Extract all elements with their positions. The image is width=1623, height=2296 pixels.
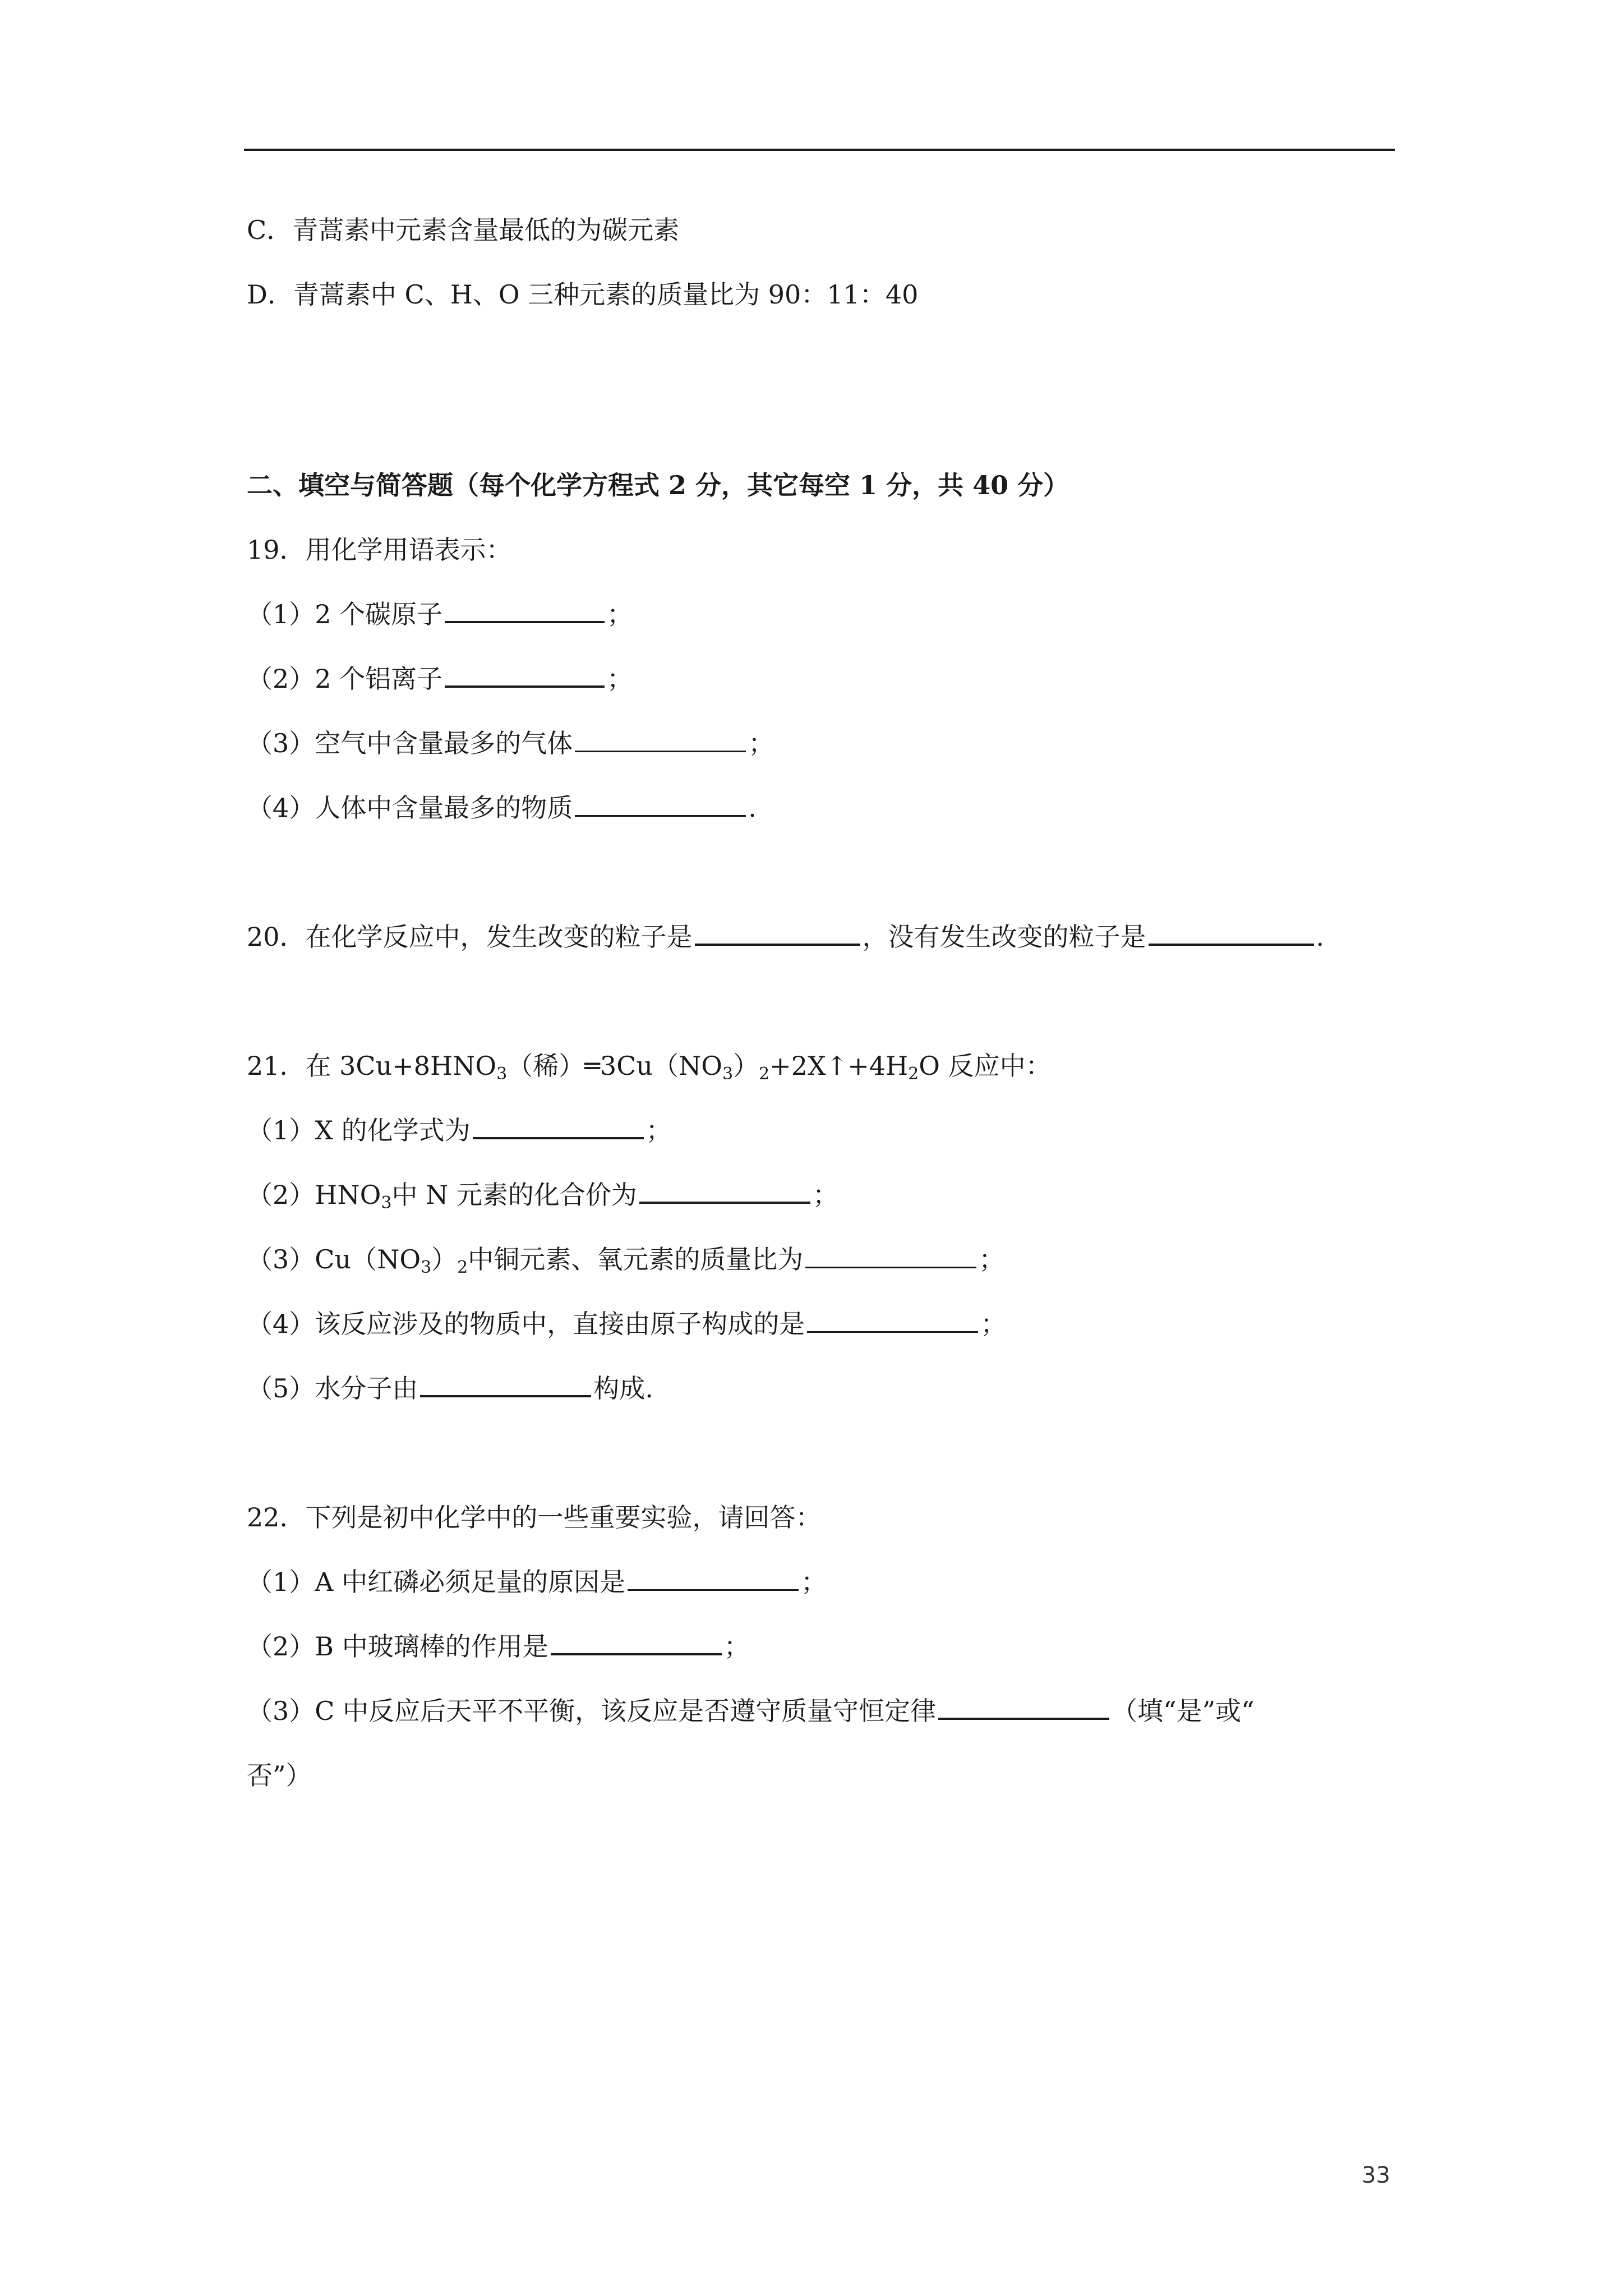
- q20-end: .: [1316, 922, 1325, 952]
- q22-item-1-end: ；: [801, 1567, 827, 1597]
- q21-item-3: [247, 1243, 1004, 1276]
- q22-continuation: 否”）: [247, 1760, 312, 1791]
- q22-item-2-text: （2）B 中玻璃棒的作用是: [247, 1631, 548, 1662]
- answer-blank[interactable]: [445, 663, 605, 688]
- q19-item-4-text: （4）人体中含量最多的物质: [247, 793, 573, 823]
- option-c: C．青蒿素中元素含量最低的为碳元素: [247, 215, 680, 245]
- q22-item-3-end: （填“是”或“: [1112, 1696, 1255, 1726]
- subscript: 3: [722, 1064, 734, 1084]
- answer-blank[interactable]: [575, 793, 746, 817]
- q19-item-3: [247, 726, 774, 760]
- q22-item-1: [247, 1565, 827, 1599]
- q19-item-2-text: （2）2 个铝离子: [247, 664, 443, 694]
- q20-part-2: ，没有发生改变的粒子是: [862, 922, 1146, 952]
- q22-item-2-end: ；: [723, 1631, 750, 1662]
- q19-item-1: [247, 597, 633, 631]
- q20: [247, 920, 1324, 954]
- q21-item-4-end: ；: [980, 1309, 1007, 1339]
- q20-part-1: 20．在化学反应中，发生改变的粒子是: [247, 922, 693, 952]
- q19-item-3-end: ；: [748, 728, 774, 758]
- answer-blank[interactable]: [420, 1373, 591, 1397]
- subscript: 3: [496, 1064, 508, 1084]
- q22-item-1-text: （1）A 中红磷必须足量的原因是: [247, 1567, 626, 1597]
- answer-blank[interactable]: [445, 599, 605, 623]
- answer-blank[interactable]: [938, 1695, 1109, 1720]
- q21-item-5-end: 构成.: [593, 1373, 653, 1404]
- q21-item-2: [247, 1178, 838, 1212]
- q21-item-3-text: （3）Cu（NO: [247, 1244, 421, 1274]
- q22-item-3: [247, 1694, 1255, 1728]
- section-heading: 二、填空与简答题（每个化学方程式 2 分，其它每空 1 分，共 40 分）: [247, 470, 1069, 500]
- answer-blank[interactable]: [551, 1631, 722, 1655]
- q21-item-3-end: ；: [979, 1244, 1005, 1274]
- subscript: 3: [381, 1193, 392, 1213]
- answer-blank[interactable]: [695, 921, 860, 946]
- q22-stem: 22．下列是初中化学中的一些重要实验，请回答：: [247, 1502, 822, 1533]
- q21-stem-text: 21．在 3Cu+8HNO: [247, 1051, 497, 1081]
- q21-item-2-text: （2）HNO: [247, 1180, 381, 1210]
- q19-item-4: [247, 791, 757, 825]
- q22-item-3-text: （3）C 中反应后天平不平衡，该反应是否遵守质量守恒定律: [247, 1696, 937, 1726]
- q21-stem-text: O 反应中：: [919, 1051, 1052, 1081]
- q19-item-3-text: （3）空气中含量最多的气体: [247, 728, 573, 758]
- q21-item-5-text: （5）水分子由: [247, 1373, 418, 1404]
- page-number: 33: [1362, 2162, 1390, 2188]
- q21-item-2-text: 中 N 元素的化合价为: [391, 1180, 637, 1210]
- q21-item-4-text: （4）该反应涉及的物质中，直接由原子构成的是: [247, 1309, 805, 1339]
- q19-item-2: [247, 662, 633, 696]
- q19-stem: 19．用化学用语表示：: [247, 535, 512, 565]
- q21-stem-text: +2X↑+4H: [769, 1051, 909, 1081]
- answer-blank[interactable]: [639, 1179, 810, 1204]
- q21-item-1-end: ；: [645, 1115, 672, 1145]
- subscript: 2: [759, 1064, 770, 1084]
- q22-item-2: [247, 1630, 750, 1663]
- q19-item-4-end: .: [748, 793, 757, 823]
- option-d: D．青蒿素中 C、H、O 三种元素的质量比为 90：11：40: [247, 279, 919, 310]
- q21-item-3-text: ）: [431, 1244, 458, 1274]
- answer-blank[interactable]: [473, 1115, 644, 1139]
- q21-item-2-end: ；: [812, 1180, 838, 1210]
- answer-blank[interactable]: [628, 1567, 799, 1591]
- q21-stem-text: ）: [733, 1051, 759, 1081]
- answer-blank[interactable]: [1149, 921, 1314, 946]
- answer-blank[interactable]: [575, 728, 746, 752]
- subscript: 3: [421, 1258, 432, 1277]
- q21-item-3-text: 中铜元素、氧元素的质量比为: [468, 1244, 804, 1274]
- q19-item-1-text: （1）2 个碳原子: [247, 599, 443, 629]
- q21-stem: [247, 1049, 1052, 1083]
- header-rule: [244, 149, 1395, 151]
- answer-blank[interactable]: [807, 1309, 978, 1333]
- q21-item-5: [247, 1372, 653, 1405]
- subscript: 2: [457, 1258, 468, 1277]
- subscript: 2: [908, 1064, 919, 1084]
- q21-item-1: [247, 1114, 672, 1147]
- q19-item-2-end: ；: [607, 664, 633, 694]
- answer-blank[interactable]: [805, 1244, 976, 1268]
- q21-item-4: [247, 1307, 1006, 1341]
- q19-item-1-end: ；: [607, 599, 633, 629]
- q21-item-1-text: （1）X 的化学式为: [247, 1115, 471, 1145]
- q21-stem-text: （稀）═3Cu（NO: [507, 1051, 722, 1081]
